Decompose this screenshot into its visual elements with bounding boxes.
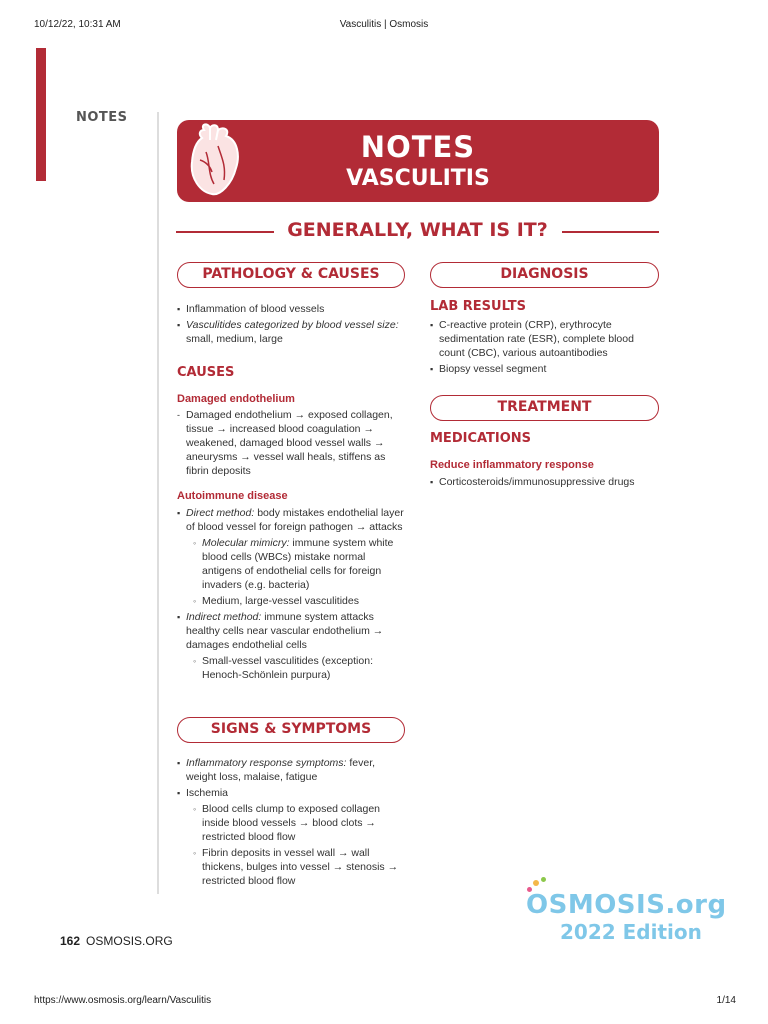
signs-s1: Blood cells clump to exposed collagen inside blood vessels → blood clots → restricted blood flow [202,803,381,843]
pathology-b2-rest: small, medium, large [186,333,283,345]
pathology-header: PATHOLOGY & CAUSES [177,262,405,288]
list-item [177,594,407,608]
damaged-heading: Damaged endothelium [177,393,295,405]
list-item [430,362,660,376]
list-item [177,506,407,534]
medications-list [430,475,660,491]
section-title-text: GENERALLY, WHAT IS IT? [277,219,558,241]
signs-b1-italic: Inflammatory response symptoms: [186,757,347,769]
direct-rest: body mistakes endothelial layer of blood vessel for foreign pathogen → attacks [186,507,404,533]
treatment-header: TREATMENT [430,395,659,421]
side-accent-bar [36,48,46,181]
signs-list [177,756,407,890]
signs-s2: Fibrin deposits in vessel wall → wall thickens, bulges into vessel → stenosis → restricted blood flow [202,847,399,887]
section-title [176,219,659,241]
pathology-b1: Inflammation of blood vessels [186,303,325,315]
autoimmune-list [177,506,407,684]
page-footer [60,934,173,948]
list-item [430,318,660,360]
list-item [430,475,660,489]
list-item [177,408,407,478]
heart-icon [186,122,244,198]
list-item [177,786,407,800]
mimicry-rest: immune system white blood cells (WBCs) mistake normal antigens of endothelial cells for foreign invaders (e.g. bacteria) [202,537,394,591]
print-url[interactable]: https://www.osmosis.org/learn/Vasculitis [34,995,212,1006]
side-notes-label: NOTES [76,110,128,125]
damaged-list [177,408,407,480]
direct-italic: Direct method: [186,507,255,519]
list-item [177,802,407,844]
lab-results-heading: LAB RESULTS [430,299,526,314]
print-title: Vasculitis | Osmosis [339,19,429,30]
osmosis-logo: OSMOSIS.org [526,890,727,920]
print-page-count: 1/14 [716,995,736,1006]
diagnosis-header: DIAGNOSIS [430,262,659,288]
notes-banner [177,120,659,202]
indirect-rest: immune system attacks healthy cells near vascular endothelium → damages endothelial cells [186,611,384,651]
medium-large: Medium, large-vessel vasculitides [202,595,359,607]
page-number: 162 [60,934,81,948]
list-item [177,654,407,682]
margin-divider [157,112,159,894]
list-item [177,302,407,316]
signs-b2: Ischemia [186,787,229,799]
banner-subtitle: VASCULITIS [346,166,490,191]
damaged-text: Damaged endothelium → exposed collagen, tissue → increased blood coagulation → weakened, damaged blood vessel walls → aneurysms → vessel wall heals, stiffens as fibrin deposits [186,409,393,477]
pathology-list [177,302,407,348]
banner-title: NOTES [360,130,476,164]
list-item [177,610,407,652]
list-item [177,756,407,784]
list-item [177,318,407,346]
pathology-b2-italic: Vasculitides categorized by blood vessel size: [186,319,399,331]
signs-b1-rest: fever, weight loss, malaise, fatigue [186,757,376,783]
lab2: Biopsy vessel segment [439,363,547,375]
autoimmune-heading: Autoimmune disease [177,490,288,502]
causes-heading: CAUSES [177,365,235,380]
med1: Corticosteroids/immunosuppressive drugs [439,476,635,488]
reduce-heading: Reduce inflammatory response [430,459,594,471]
indirect-italic: Indirect method: [186,611,262,623]
osmosis-edition: 2022 Edition [560,920,702,944]
print-datetime: 10/12/22, 10:31 AM [34,19,121,30]
small-vessel: Small-vessel vasculitides (exception: Henoch-Schönlein purpura) [202,655,373,681]
footer-brand: OSMOSIS.ORG [86,934,173,948]
medications-heading: MEDICATIONS [430,431,532,446]
list-item [177,846,407,888]
logo-dot-orange [533,880,539,886]
mimicry-italic: Molecular mimicry: [202,537,290,549]
lab1: C-reactive protein (CRP), erythrocyte sedimentation rate (ESR), complete blood count (CBC), various autoantibodies [439,319,634,359]
signs-header: SIGNS & SYMPTOMS [177,717,405,743]
list-item [177,536,407,592]
logo-dot-green [541,877,546,882]
lab-results-list [430,318,660,378]
